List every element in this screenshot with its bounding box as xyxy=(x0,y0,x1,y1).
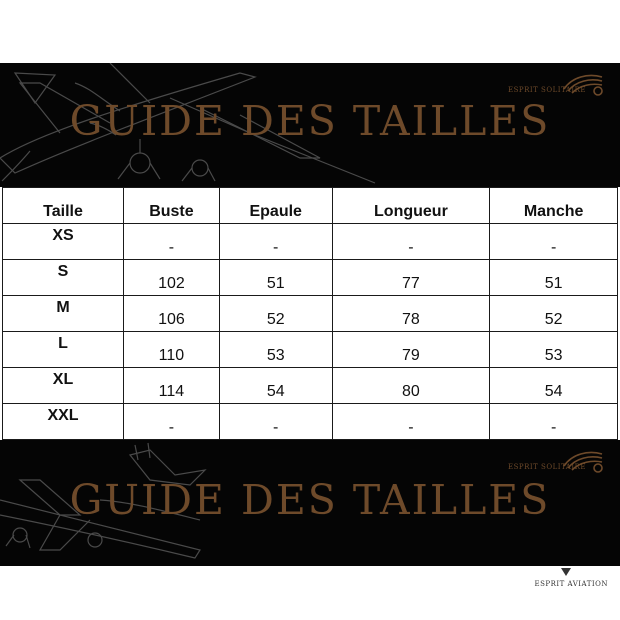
buste-value: 106 xyxy=(124,296,220,332)
size-label: XL xyxy=(3,368,124,404)
epaule-value: - xyxy=(219,404,332,440)
col-header-manche: Manche xyxy=(490,188,618,224)
epaule-value: - xyxy=(219,224,332,260)
table-row xyxy=(3,296,618,332)
epaule-value: 54 xyxy=(219,368,332,404)
longueur-value: 78 xyxy=(332,296,490,332)
col-header-taille: Taille xyxy=(3,188,124,224)
banner-title: GUIDE DES TAILLES xyxy=(69,476,551,524)
col-header-buste: Buste xyxy=(124,188,220,224)
wing-logo-icon xyxy=(560,69,606,99)
buste-value: 114 xyxy=(124,368,220,404)
table-header-row xyxy=(3,188,618,224)
buste-value: - xyxy=(124,404,220,440)
buste-value: 110 xyxy=(124,332,220,368)
table-row xyxy=(3,260,618,296)
size-label: L xyxy=(3,332,124,368)
footer-brand-name: ESPRIT AVIATION xyxy=(534,580,608,588)
top-banner xyxy=(0,63,620,187)
table-row xyxy=(3,404,618,440)
longueur-value: 77 xyxy=(332,260,490,296)
banner-title: GUIDE DES TAILLES xyxy=(69,97,551,145)
longueur-value: 79 xyxy=(332,332,490,368)
brand-name: ESPRIT SOLITAIRE xyxy=(508,86,586,94)
longueur-value: - xyxy=(332,224,490,260)
table-row xyxy=(3,368,618,404)
table-row xyxy=(3,224,618,260)
footer-brand xyxy=(524,566,614,592)
size-label: M xyxy=(3,296,124,332)
buste-value: 102 xyxy=(124,260,220,296)
epaule-value: 51 xyxy=(219,260,332,296)
size-label: XS xyxy=(3,224,124,260)
brand-logo xyxy=(496,69,606,99)
wing-logo-icon xyxy=(560,566,572,578)
table-row xyxy=(3,332,618,368)
bottom-banner xyxy=(0,440,620,566)
size-label: XXL xyxy=(3,404,124,440)
size-label: S xyxy=(3,260,124,296)
manche-value: 51 xyxy=(490,260,618,296)
brand-logo xyxy=(496,446,606,476)
col-header-longueur: Longueur xyxy=(332,188,490,224)
manche-value: 54 xyxy=(490,368,618,404)
longueur-value: - xyxy=(332,404,490,440)
wing-logo-icon xyxy=(560,446,606,476)
buste-value: - xyxy=(124,224,220,260)
manche-value: 53 xyxy=(490,332,618,368)
epaule-value: 53 xyxy=(219,332,332,368)
col-header-epaule: Epaule xyxy=(219,188,332,224)
manche-value: 52 xyxy=(490,296,618,332)
brand-name: ESPRIT SOLITAIRE xyxy=(508,463,586,471)
manche-value: - xyxy=(490,224,618,260)
size-table xyxy=(2,187,618,440)
longueur-value: 80 xyxy=(332,368,490,404)
manche-value: - xyxy=(490,404,618,440)
epaule-value: 52 xyxy=(219,296,332,332)
